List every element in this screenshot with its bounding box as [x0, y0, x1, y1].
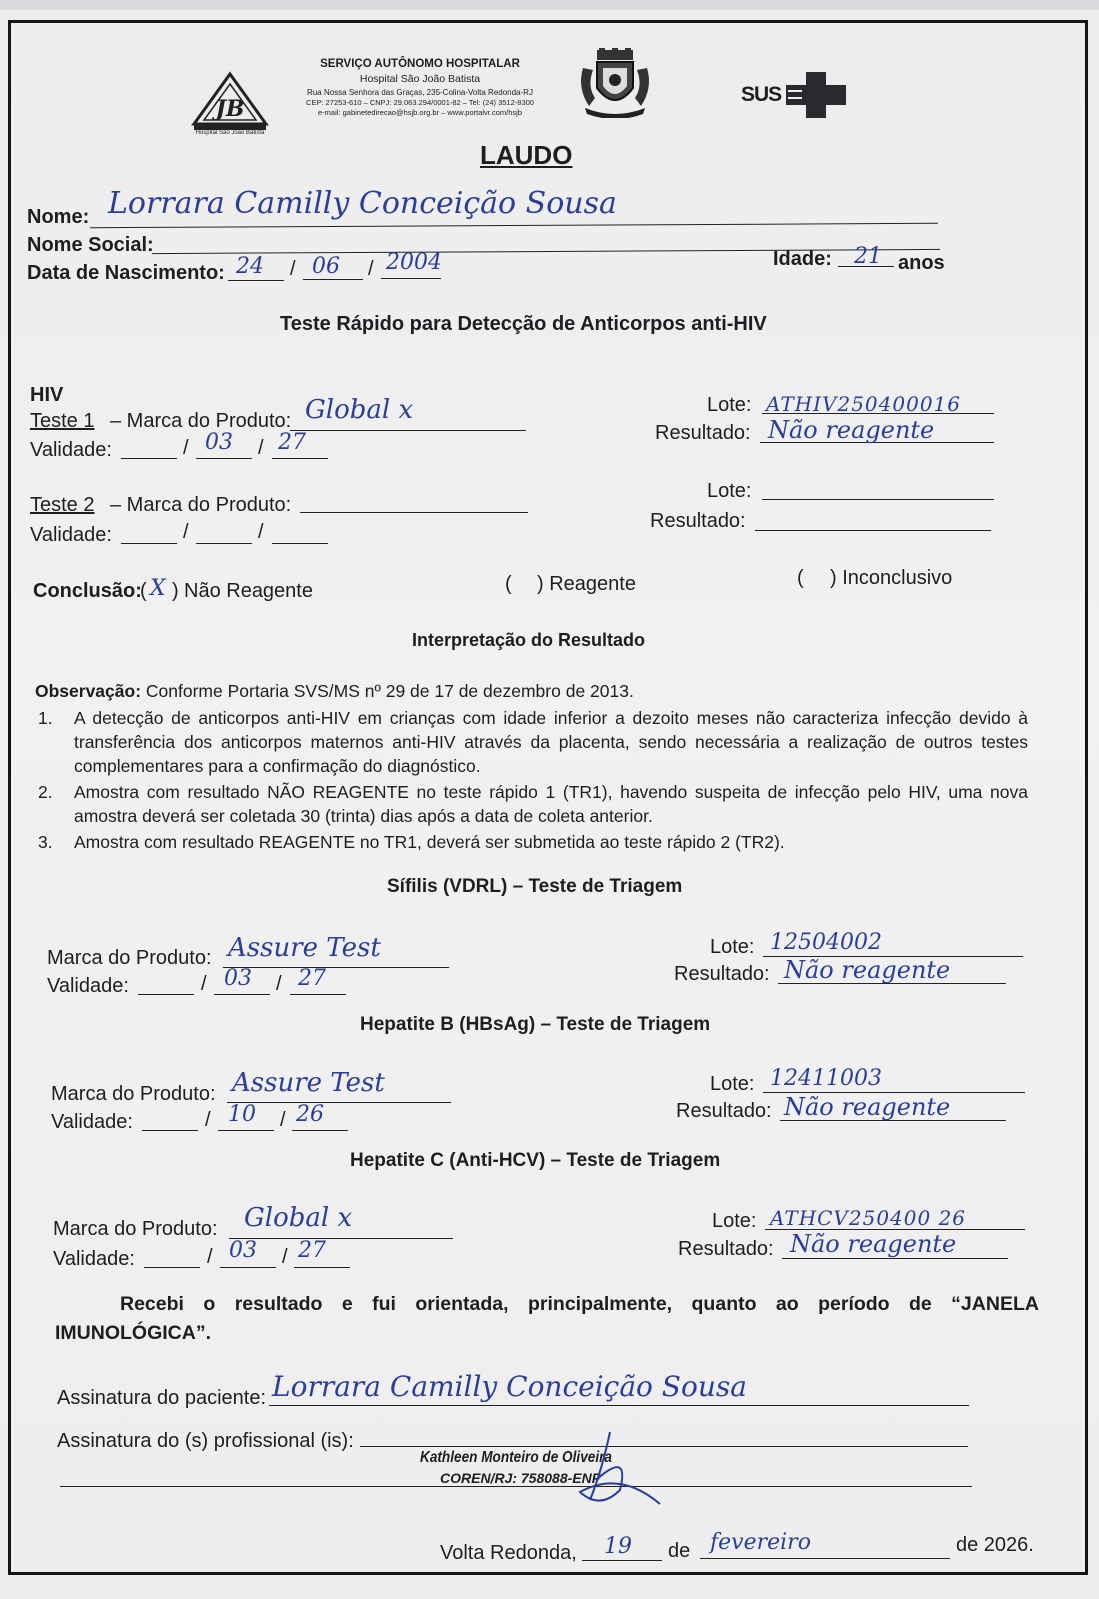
- sifilis-val-m: 03: [224, 966, 252, 991]
- city-crest-icon: [575, 48, 655, 118]
- teste2-validade-label: Validade:: [30, 524, 112, 546]
- nome-value: Lorrara Camilly Conceição Sousa: [108, 186, 617, 221]
- hiv-label: HIV: [30, 384, 64, 406]
- teste1-label: Teste 1: [30, 410, 95, 432]
- teste1-lote-label: Lote:: [707, 394, 752, 416]
- list-item: 3. Amostra com resultado REAGENTE no TR1, deverá ser submetida ao teste rápido 2 (TR2).: [38, 832, 785, 852]
- interpretacao-list: [38, 706, 1028, 856]
- professional-signature: [560, 1430, 670, 1510]
- hepb-validade-label: Validade:: [51, 1111, 133, 1133]
- hepb-marca-label: Marca do Produto:: [51, 1083, 216, 1105]
- teste2-lote-label: Lote:: [707, 480, 752, 502]
- list-item: 2. Amostra com resultado NÃO REAGENTE no teste rápido 1 (TR1), havendo suspeita de infecção pelo HIV, uma nova amostra deverá ser coletada 30 (trinta) dias após a data de coleta anterior.: [38, 782, 1028, 826]
- opt-inconclusivo[interactable]: ) Inconclusivo: [830, 567, 953, 589]
- teste2-marca-label: – Marca do Produto:: [110, 494, 292, 516]
- hiv-section-title: Teste Rápido para Detecção de Anticorpos anti-HIV: [280, 313, 767, 335]
- interpretacao-title: Interpretação do Resultado: [412, 630, 646, 650]
- conclusao-label: Conclusão:: [33, 580, 142, 602]
- org-name: SERVIÇO AUTÔNOMO HOSPITALAR: [320, 58, 520, 70]
- recebi-line2: IMUNOLÓGICA”.: [55, 1322, 211, 1344]
- sus-cross-icon: [786, 70, 846, 120]
- sifilis-resultado: Não reagente: [784, 956, 951, 984]
- sifilis-marca: Assure Test: [228, 933, 381, 963]
- assinatura-paciente: Lorrara Camilly Conceição Sousa: [272, 1370, 747, 1403]
- hepc-lote-label: Lote:: [712, 1210, 757, 1232]
- hospital-name: Hospital São João Batista: [359, 73, 481, 85]
- hepb-lote: 12411003: [770, 1066, 882, 1091]
- de-label: de: [668, 1540, 691, 1562]
- list-item: 1. A detecção de anticorpos anti-HIV em crianças com idade inferior a dezoito meses não caracteriza infecção devido à transferência dos anticorpos maternos anti-HIV através da placenta, sendo necessária a realização de outros testes complementares para a confirmação do diagnóstico.: [38, 708, 1028, 776]
- date-month: fevereiro: [710, 1530, 811, 1555]
- sifilis-marca-label: Marca do Produto:: [47, 947, 212, 969]
- teste1-lote: ATHIV250400016: [766, 392, 961, 416]
- hepc-lote: ATHCV250400 26: [770, 1206, 967, 1230]
- teste2-resultado-label: Resultado:: [650, 510, 746, 532]
- opt-nao-reagente[interactable]: Não Reagente: [184, 580, 313, 602]
- hepc-title: Hepatite C (Anti-HCV) – Teste de Triagem: [350, 1150, 721, 1171]
- obs-text: Conforme Portaria SVS/MS nº 29 de 17 de dezembro de 2013.: [145, 681, 634, 701]
- anos-label: anos: [898, 252, 945, 274]
- nasc-year: 2004: [386, 250, 442, 275]
- hepc-marca-label: Marca do Produto:: [53, 1218, 218, 1240]
- hepc-val-y: 27: [298, 1238, 326, 1263]
- stamp-coren: COREN/RJ: 758088-ENF: [440, 1470, 601, 1486]
- hepb-val-m: 10: [228, 1102, 256, 1127]
- sus-label: SUS: [741, 83, 782, 106]
- hepb-resultado: Não reagente: [784, 1093, 951, 1121]
- teste1-resultado: Não reagente: [768, 416, 935, 444]
- cep-line: CEP: 27253-610 – CNPJ: 29.063.294/0001-82 – Tel: (24) 3512-8300: [306, 98, 534, 107]
- teste2-label: Teste 2: [30, 494, 95, 516]
- hepc-val-m: 03: [229, 1238, 257, 1263]
- nasc-day: 24: [236, 254, 264, 279]
- opt-reagente[interactable]: ) Reagente: [537, 573, 636, 595]
- date-day: 19: [604, 1534, 632, 1559]
- assinatura-prof-label: Assinatura do (s) profissional (is):: [57, 1430, 354, 1452]
- date-year: de 2026.: [956, 1534, 1034, 1556]
- idade-value: 21: [854, 244, 882, 269]
- hepc-resultado-label: Resultado:: [678, 1238, 774, 1260]
- sifilis-val-y: 27: [298, 966, 326, 991]
- sifilis-validade-label: Validade:: [47, 975, 129, 997]
- address: Rua Nossa Senhora das Graças, 235-Colina-Volta Redonda-RJ: [307, 88, 533, 97]
- sifilis-lote: 12504002: [770, 930, 882, 955]
- obs-label: Observação:: [35, 681, 142, 701]
- teste1-val-m: 03: [205, 430, 233, 455]
- hepb-title: Hepatite B (HBsAg) – Teste de Triagem: [360, 1014, 711, 1035]
- recebi-line1: Recebi o resultado e fui orientada, principalmente, quanto ao período de “JANELA: [120, 1293, 1039, 1315]
- stamp-name: Kathleen Monteiro de Oliveira: [420, 1449, 612, 1466]
- teste1-validade-label: Validade:: [30, 439, 112, 461]
- hepc-resultado: Não reagente: [790, 1230, 957, 1258]
- teste1-resultado-label: Resultado:: [655, 422, 751, 444]
- teste1-marca: Global x: [305, 395, 414, 425]
- hepc-validade-label: Validade:: [53, 1248, 135, 1270]
- nasc-month: 06: [312, 254, 340, 279]
- idade-label: Idade:: [773, 248, 832, 270]
- assinatura-paciente-label: Assinatura do paciente:: [57, 1387, 267, 1409]
- hepb-val-y: 26: [296, 1102, 324, 1127]
- teste1-val-y: 27: [278, 430, 306, 455]
- teste1-marca-label: – Marca do Produto:: [110, 410, 292, 432]
- hospital-logo-icon: [190, 70, 270, 132]
- checked-mark[interactable]: X: [150, 576, 166, 601]
- nascimento-label: Data de Nascimento:: [27, 262, 225, 284]
- nome-social-label: Nome Social:: [27, 234, 154, 256]
- logo-caption: Hospital São João Batista: [195, 130, 265, 136]
- hepb-lote-label: Lote:: [710, 1073, 755, 1095]
- hepc-marca: Global x: [244, 1203, 353, 1233]
- sifilis-lote-label: Lote:: [710, 936, 755, 958]
- page-title: LAUDO: [480, 140, 573, 170]
- city-label: Volta Redonda,: [440, 1542, 577, 1564]
- sifilis-resultado-label: Resultado:: [674, 963, 770, 985]
- nome-label: Nome:: [27, 206, 90, 228]
- sifilis-title: Sífilis (VDRL) – Teste de Triagem: [387, 876, 683, 897]
- hepb-resultado-label: Resultado:: [676, 1100, 772, 1122]
- email-line: e-mail: gabinetedirecao@hsjb.org.br – www.portalvr.com/hsjb: [318, 108, 522, 117]
- hepb-marca: Assure Test: [232, 1068, 385, 1098]
- svg-text:JB: JB: [215, 96, 245, 122]
